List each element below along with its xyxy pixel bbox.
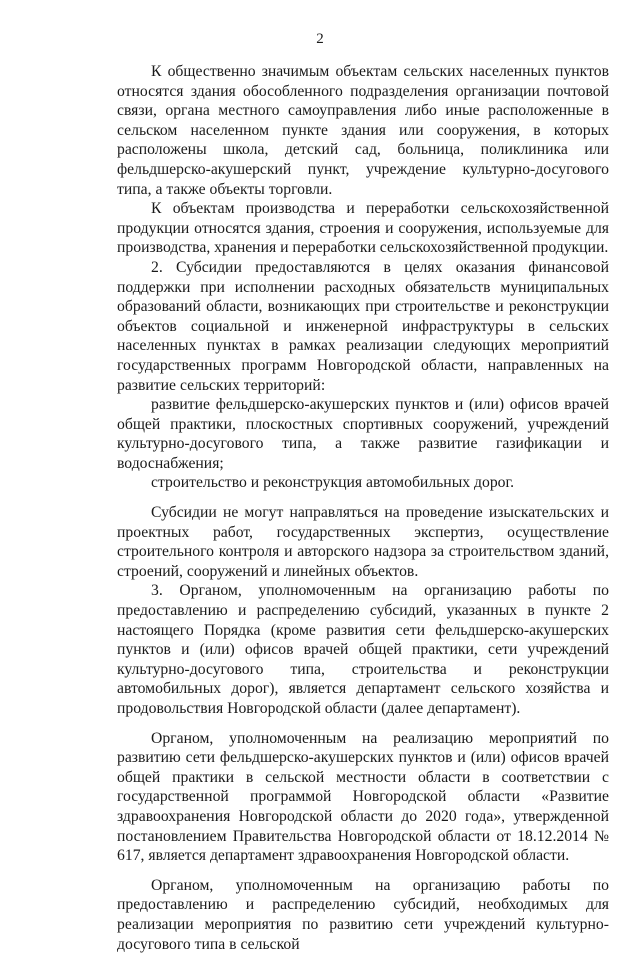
- list-item-roads: строительство и реконструкция автомобильных дорог.: [151, 474, 515, 492]
- paragraph-healthcare-body: Органом, уполномоченным на реализацию мероприятий по развитию сети фельдшерско-акушерских пунктов и (или) офисов врачей общей практики в сельской местности области в соответствии с государственной программой Новгородской области «Развитие здравоохранения Новгородской области до 2020 года», утвержденной постановлением Правительства Новгородской области от 18.12.2014 № 617, является департамент здравоохранения Новгородской области.: [117, 729, 609, 865]
- page-number: 2: [316, 31, 324, 47]
- paragraph-public-objects: К общественно значимым объектам сельских населенных пунктов относятся здания обособленного подразделения организации почтовой связи, органа местного самоуправления либо иные расположенные в сельском населенном пункте здания или сооружения, в которых расположены школа, детский сад, больница, поликлиника или фельдшерско-акушерский пункт, учреждение культурно-досугового типа, а также объекты торговли.: [117, 63, 609, 198]
- paragraph-subsidy-restrictions: Субсидии не могут направляться на проведение изыскательских и проектных работ, государственных экспертиз, осуществление строительного контроля и авторского надзора за строительством зданий, строений, сооружений и линейных объектов.: [117, 504, 609, 580]
- paragraph-authorized-body: 3. Органом, уполномоченным на организацию работы по предоставлению и распределению субсидий, указанных в пункте 2 настоящего Порядка (кроме развития сети фельдшерско-акушерских пунктов и (или) офисов врачей общей практики, сети учреждений культурно-досугового типа, строительства и реконструкции автомобильных дорог), является департамент сельского хозяйства и продовольствия Новгородской области (далее департамент).: [117, 582, 609, 717]
- list-item-development: развитие фельдшерско-акушерских пунктов и (или) офисов врачей общей практики, плоскостных спортивных сооружений, учреждений культурно-досугового типа, а также развитие газификации и водоснабжения;: [117, 396, 609, 472]
- paragraph-subsidy-purpose: 2. Субсидии предоставляются в целях оказания финансовой поддержки при исполнении расходных обязательств муниципальных образований области, возникающих при строительстве и реконструкции объектов социальной и инженерной инфраструктуры в сельских населенных пунктах в рамках реализации следующих мероприятий государственных программ Новгородской области, направленных на развитие сельских территорий:: [117, 258, 609, 394]
- paragraph-culture-body: Органом, уполномоченным на организацию работы по предоставлению и распределению субсидий, необходимых для реализации мероприятия по развитию сети учреждений культурно-досугового типа в сельской: [117, 876, 609, 953]
- paragraph-production-objects: К объектам производства и переработки сельскохозяйственной продукции относятся здания, строения и сооружения, используемые для производства, хранения и переработки сельскохозяйственной продукции.: [117, 200, 609, 257]
- document-body: [117, 62, 609, 954]
